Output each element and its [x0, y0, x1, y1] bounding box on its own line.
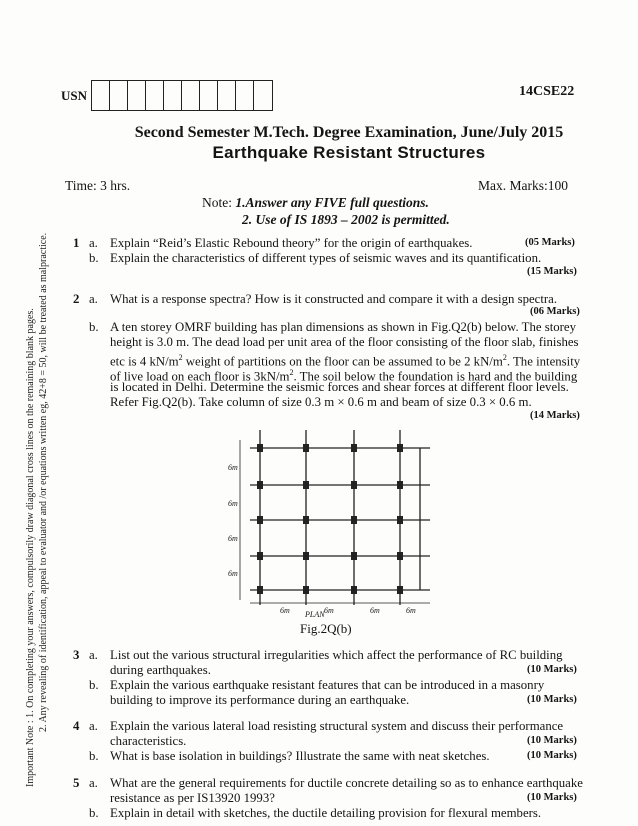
- question-text-line: List out the various structural irregularities which affect the performance of RC building: [110, 648, 563, 662]
- side-note-line1: Important Note : 1. On completing your answers, compulsorily draw diagonal cross lines on the remaining blank pages.: [25, 308, 36, 787]
- dim-label-v1: 6m: [228, 463, 238, 472]
- question-text-line: etc is 4 $kN/m^2$ weight of partitions on the floor can be assumed to be 2 $kN/m^2$. The intensity: [110, 353, 581, 369]
- part-label: b.: [89, 806, 99, 820]
- exam-title: Second Semester M.Tech. Degree Examination, June/July 2015: [134, 124, 564, 141]
- question-number: 2: [73, 292, 80, 306]
- part-label: b.: [89, 320, 99, 334]
- side-note: [24, 87, 50, 787]
- part-label: a.: [89, 236, 98, 250]
- usn-cell[interactable]: [218, 81, 236, 110]
- question-text-line: Explain the various earthquake resistant features that can be introduced in a masonry: [110, 678, 545, 692]
- usn-boxes[interactable]: [91, 80, 273, 111]
- time-allowed: Time: 3 hrs.: [65, 178, 131, 193]
- figure-caption: Fig.2Q(b): [300, 621, 352, 636]
- plan-label: PLAN: [305, 610, 325, 619]
- question-number: 1: [73, 236, 80, 250]
- usn-label: USN: [61, 88, 88, 103]
- question-text-line: Refer Fig.Q2(b). Take column of size 0.3 m × 0.6 m and beam of size 0.3 × 0.6 m.: [110, 395, 532, 409]
- question-text-line: is located in Delhi. Determine the seismic forces and shear forces at different floor levels.: [110, 380, 569, 394]
- marks-label: (10 Marks): [527, 750, 577, 761]
- question-text-line: characteristics.: [110, 734, 187, 748]
- dim-label-v4: 6m: [228, 569, 238, 578]
- part-label: a.: [89, 648, 98, 662]
- part-label: b.: [89, 251, 99, 265]
- marks-label: (06 Marks): [530, 306, 580, 317]
- question-text-line: Explain the various lateral load resisting structural system and discuss their performance: [110, 719, 564, 733]
- question-text: Explain the characteristics of different types of seismic waves and its quantification.: [110, 251, 542, 265]
- question-text-line: building to improve its performance during an earthquake.: [110, 693, 410, 707]
- usn-cell[interactable]: [164, 81, 182, 110]
- question-number: 3: [73, 648, 80, 662]
- usn-cell[interactable]: [128, 81, 146, 110]
- question-text: Explain “Reid’s Elastic Rebound theory” for the origin of earthquakes.: [110, 236, 473, 250]
- question-text: What is a response spectra? How is it constructed and compare it with a design spectra.: [110, 292, 558, 306]
- dim-label-h2: 6m: [324, 606, 334, 615]
- usn-cell[interactable]: [146, 81, 164, 110]
- dim-label-h4: 6m: [406, 606, 416, 615]
- course-code: 14CSE22: [519, 84, 575, 99]
- usn-cell[interactable]: [254, 81, 272, 110]
- subject-title: Earthquake Resistant Structures: [212, 143, 486, 162]
- question-text-line: A ten storey OMRF building has plan dimensions as shown in Fig.Q2(b) below. The storey: [110, 320, 576, 334]
- usn-cell[interactable]: [110, 81, 128, 110]
- usn-cell[interactable]: [182, 81, 200, 110]
- marks-label: (10 Marks): [527, 735, 577, 746]
- part-label: a.: [89, 719, 98, 733]
- question-text-line: during earthquakes.: [110, 663, 211, 677]
- question-number: 5: [73, 776, 80, 790]
- usn-cell[interactable]: [200, 81, 218, 110]
- marks-label: (05 Marks): [525, 237, 575, 248]
- marks-label: (15 Marks): [527, 266, 577, 277]
- question-text-line: height is 3.0 m. The dead load per unit area of the floor consisting of the floor slab, finishes: [110, 335, 579, 349]
- dim-label-h3: 6m: [370, 606, 380, 615]
- part-label: b.: [89, 749, 99, 763]
- instructions-note: [202, 194, 450, 228]
- question-text: Explain in detail with sketches, the ductile detailing provision for flexural members.: [110, 806, 542, 820]
- part-label: a.: [89, 292, 98, 306]
- dim-label-v3: 6m: [228, 534, 238, 543]
- part-label: a.: [89, 776, 98, 790]
- marks-label: (10 Marks): [527, 694, 577, 705]
- note-label: Note:: [202, 195, 232, 210]
- question-text-line: of live load on each floor is $3kN/m^2$. The soil below the foundation is hard and the building: [110, 368, 578, 384]
- column-marks: [257, 444, 403, 594]
- note-line1: 1.Answer any FIVE full questions.: [235, 195, 429, 210]
- question-text: What is base isolation in buildings? Illustrate the same with neat sketches.: [110, 749, 490, 763]
- marks-label: (10 Marks): [527, 792, 577, 803]
- question-number: 4: [73, 719, 80, 733]
- question-text-line: What are the general requirements for ductile concrete detailing so as to enhance earthquake: [110, 776, 583, 790]
- question-text-line: resistance as per IS13920 1993?: [110, 791, 275, 805]
- part-label: b.: [89, 678, 99, 692]
- plan-figure: [220, 420, 440, 620]
- usn-cell[interactable]: [236, 81, 254, 110]
- marks-label: (14 Marks): [530, 410, 580, 421]
- note-line2: 2. Use of IS 1893 – 2002 is permitted.: [242, 212, 450, 227]
- side-note-line2: 2. Any revealing of identification, appeal to evaluator and /or equations written eg, 42+8 = 50, will be treated as malpractice.: [38, 232, 49, 732]
- max-marks: Max. Marks:100: [478, 178, 568, 193]
- dim-label-v2: 6m: [228, 499, 238, 508]
- dim-label-h1: 6m: [280, 606, 290, 615]
- usn-cell[interactable]: [92, 81, 110, 110]
- marks-label: (10 Marks): [527, 664, 577, 675]
